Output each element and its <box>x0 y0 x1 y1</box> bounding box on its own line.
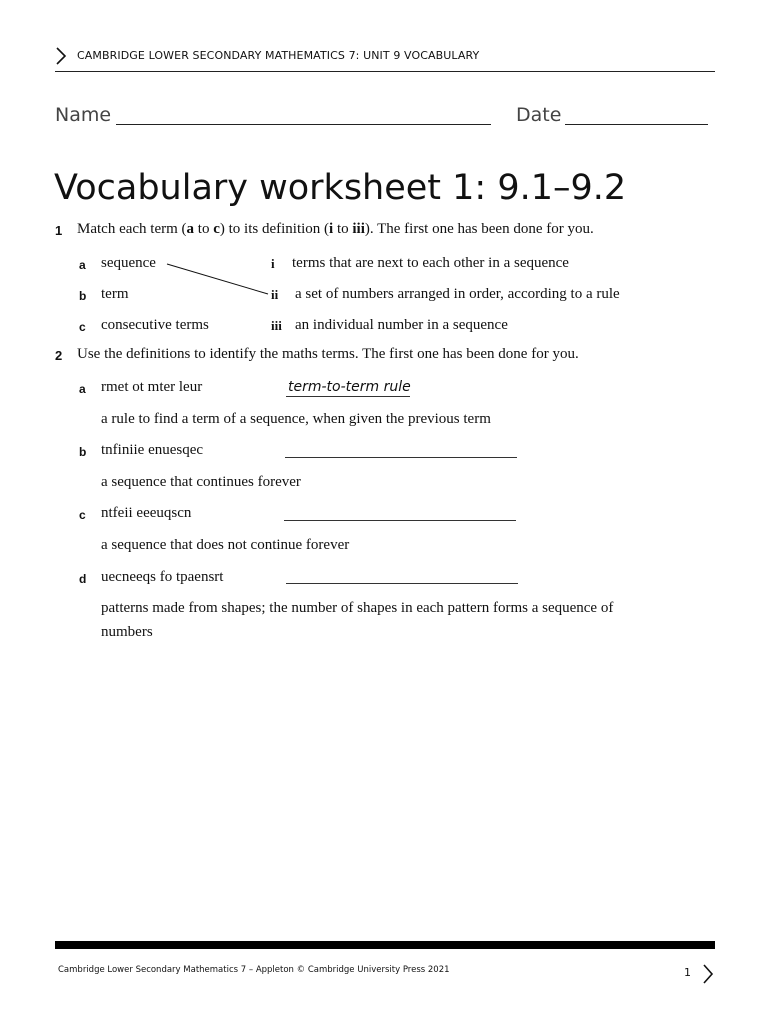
answer-field[interactable] <box>284 520 516 521</box>
anagram: ntfeii eeeuqscn <box>101 505 192 521</box>
term-definition: a sequence that does not continue forever <box>101 537 350 553</box>
definition-numeral: i <box>271 256 275 271</box>
chevron-right-icon <box>55 46 67 66</box>
term-definition: a sequence that continues forever <box>101 474 301 490</box>
match-definition: a set of numbers arranged in order, according to a rule <box>295 286 620 302</box>
question-prompt: Match each term (a to c) to its definition (i to iii). The first one has been done for you. <box>77 221 594 237</box>
definition-numeral: ii <box>271 287 279 302</box>
match-line <box>166 262 270 296</box>
term-definition: a rule to find a term of a sequence, when given the previous term <box>101 411 491 427</box>
anagram: uecneeqs fo tpaensrt <box>101 569 224 585</box>
answer-field[interactable] <box>285 457 517 458</box>
match-term: consecutive terms <box>101 317 209 333</box>
question-number: 2 <box>55 348 63 363</box>
item-letter: c <box>79 320 86 334</box>
match-term: sequence <box>101 255 156 271</box>
match-definition: terms that are next to each other in a sequence <box>292 255 569 271</box>
footer-bar <box>55 941 715 949</box>
name-field[interactable] <box>116 124 491 125</box>
header-title: CAMBRIDGE LOWER SECONDARY MATHEMATICS 7: UNIT 9 VOCABULARY <box>77 49 480 62</box>
answer-example: term-to-term rule <box>288 379 411 395</box>
term-definition: patterns made from shapes; the number of shapes in each pattern forms a sequence of <box>101 600 614 616</box>
footer-copyright: Cambridge Lower Secondary Mathematics 7 – Appleton © Cambridge University Press 2021 <box>58 965 450 975</box>
anagram: rmet ot mter leur <box>101 379 203 395</box>
header-divider <box>55 71 715 72</box>
answer-field[interactable] <box>286 583 518 584</box>
definition-numeral: iii <box>271 318 282 333</box>
match-term: term <box>101 286 129 302</box>
page-number: 1 <box>684 966 691 979</box>
question-prompt: Use the definitions to identify the maths terms. The first one has been done for you. <box>77 346 579 362</box>
term-definition: numbers <box>101 624 153 640</box>
item-letter: b <box>79 445 87 459</box>
item-letter: a <box>79 258 86 272</box>
chevron-right-icon[interactable] <box>702 963 714 985</box>
item-letter: d <box>79 572 87 586</box>
question-number: 1 <box>55 223 63 238</box>
worksheet-title: Vocabulary worksheet 1: 9.1–9.2 <box>54 168 627 208</box>
item-letter: a <box>79 382 86 396</box>
item-letter: b <box>79 289 87 303</box>
item-letter: c <box>79 508 86 522</box>
date-label: Date <box>516 104 562 126</box>
answer-underline <box>286 396 410 397</box>
name-label: Name <box>55 104 112 126</box>
date-field[interactable] <box>565 124 708 125</box>
anagram: tnfiniie enuesqec <box>101 442 204 458</box>
match-definition: an individual number in a sequence <box>295 317 508 333</box>
